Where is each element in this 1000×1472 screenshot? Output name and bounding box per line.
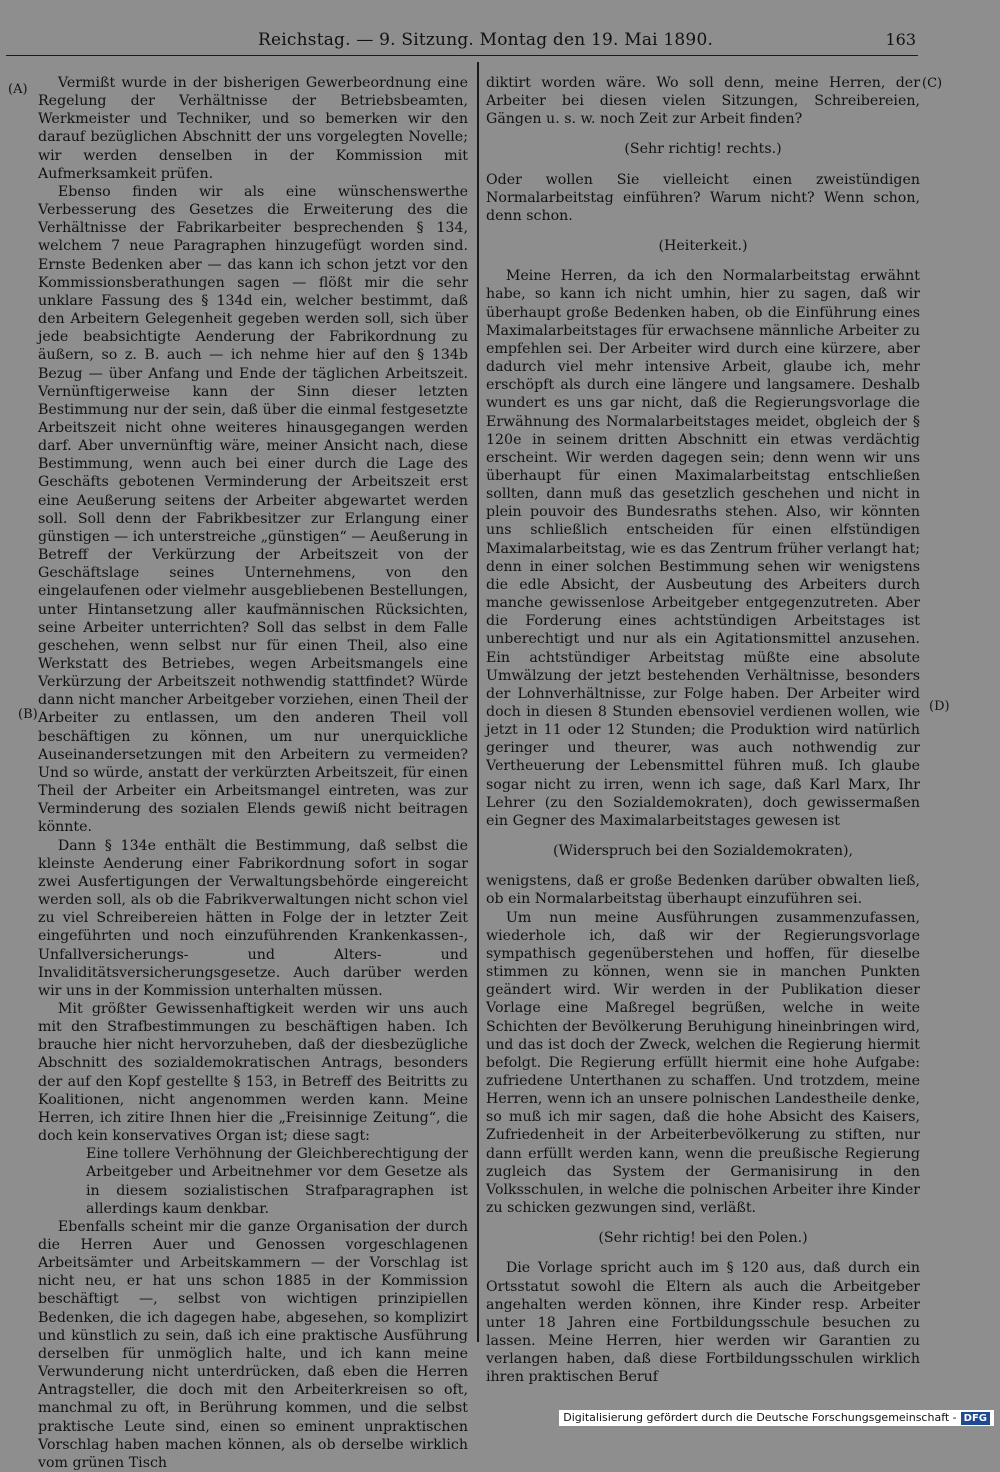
page-title: Reichstag. — 9. Sitzung. Montag den 19. Mai 1890. [258, 30, 714, 50]
dfg-credit-text: Digitalisierung gefördert durch die Deutsche Forschungsgemeinschaft - [563, 1411, 957, 1424]
margin-mark-c: (C) [922, 76, 943, 91]
quotation: Eine tollere Verhöhnung der Gleichberechtigung der Arbeitgeber und Arbeitnehmer vor dem Gesetze als in diesem sozialistischen Strafparagraphen ist allerdings kaum denkbar. [86, 1146, 468, 1217]
paragraph: Ebenfalls scheint mir die ganze Organisation der durch die Herren Auer und Genossen vorgeschlagenen Arbeitsämter und Arbeitskammern — der Vorschlag ist nicht neu, er hat uns schon 1885 in der Kommission beschäftigt —, selbst von wichtigen prinzipiellen Bedenken, die ich dagegen habe, abgesehen, so komplizirt und künstlich zu sein, daß ich eine praktische Ausführung derselben für unmöglich halte, und ich kann meine Verwunderung nicht unterdrücken, daß eben die Herren Antragsteller, die doch mit den Arbeiterkreisen so oft, manchmal zu oft, in Berührung kommen, und die selbst praktische Leute sind, einen so eminent unpraktischen Vorschlag haben machen können, als ob derselbe wirklich vom grünen Tisch [38, 1218, 468, 1471]
paragraph: wenigstens, daß er große Bedenken darüber obwalten ließ, ob ein Normalarbeitstag überhaupt einzuführen sei. [486, 873, 920, 908]
header-rule [6, 55, 918, 56]
paragraph: Die Vorlage spricht auch im § 120 aus, daß durch ein Ortsstatut sowohl die Eltern als auch die Arbeitgeber angehalten werden können, ihre Kinder resp. Arbeiter unter 18 Jahren eine Fortbildungsschule besuchen zu lassen. Meine Herren, hier werden wir Garantien zu verlangen haben, daß diese Fortbildungsschulen wirklich ihren praktischen Beruf [486, 1260, 920, 1386]
margin-mark-b: (B) [18, 707, 38, 722]
margin-mark-a: (A) [8, 82, 28, 97]
interjection: (Sehr richtig! bei den Polen.) [598, 1230, 808, 1247]
paragraph: diktirt worden wäre. Wo soll denn, meine Herren, der Arbeiter bei diesen vielen Sitzungen, Schreibereien, Gängen u. s. w. noch Zeit zur Arbeit finden? [486, 75, 920, 128]
margin-mark-d: (D) [929, 699, 950, 714]
interjection: (Heiterkeit.) [658, 238, 748, 255]
left-column [38, 74, 468, 1471]
paragraph: Vermißt wurde in der bisherigen Gewerbeordnung eine Regelung der Verhältnisse der Betriebsbeamten, Werkmeister und Techniker, und so bemerken wir den darauf bezüglichen Abschnitt der uns vorgelegten Novelle; wir werden denselben in der Kommission mit Aufmerksamkeit prüfen. [38, 75, 468, 182]
page-header [0, 28, 1000, 54]
right-column [486, 74, 920, 1386]
paragraph: Um nun meine Ausführungen zusammenzufassen, wiederhole ich, daß wir der Regierungsvorlage sympathisch gegenüberstehen und hoffen, für dieselbe stimmen zu können, wenn sie in manchen Punkten geändert wird. Wir werden in der Publikation dieser Vorlage eine Maßregel begrüßen, welche in weite Schichten der Bevölkerung Beruhigung hineinbringen wird, und das ist doch der Zweck, welchen die Regierung hiermit befolgt. Die Regierung erfüllt hiermit eine hohe Aufgabe: zufriedene Unterthanen zu schaffen. Und trotzdem, meine Herren, wenn ich an unsere polnischen Landestheile denke, so muß ich mir sagen, daß die hohe Absicht des Kaisers, Zufriedenheit in der Arbeiterbevölkerung zu stiften, nur dann erfüllt werden kann, wenn die preußische Regierung zugleich das System der Germanisirung in den Volksschulen, in welche die polnischen Arbeiter ihre Kinder zu schicken gezwungen sind, verläßt. [486, 909, 920, 1217]
paragraph: Meine Herren, da ich den Normalarbeitstag erwähnt habe, so kann ich nicht umhin, hier zu sagen, daß wir überhaupt große Bedenken haben, ob die Einführung eines Maximalarbeitstages für erwachsene männliche Arbeiter zu empfehlen sei. Der Arbeiter wird durch eine kürzere, aber dadurch viel mehr intensive Arbeit, glaube ich, mehr erschöpft als durch eine längere und langsamere. Deshalb wundert es uns gar nicht, daß die Regierungsvorlage die Erwähnung des Normalarbeitstages meidet, obgleich der § 120e in seinem dritten Abschnitt ein etwas verdächtig erscheint. Wir werden dagegen sein; denn wenn wir uns überhaupt für einen Maximalarbeitstag entschließen sollten, dann muß das gesetzlich geschehen und nicht in plein pouvoir des Bundesraths stehen. Also, wir könnten uns schließlich entscheiden für einen elfstündigen Maximalarbeitstag, wie es das Zentrum früher verlangt hat; denn in einer solchen Bestimmung sehen wir wenigstens die edle Absicht, der Ausbeutung des Arbeiters durch manche gewissenlose Arbeitgeber entgegenzutreten. Aber die Forderung eines achtstündigen Arbeitstages ist unberechtigt und nur als ein Agitationsmittel anzusehen. Ein achtstündiger Arbeitstag müßte eine absolute Umwälzung der jetzt bestehenden Verhältnisse, besonders der Lohnverhältnisse, zur Folge haben. Der Arbeiter wird doch in diesen 8 Stunden ebensoviel verdienen wollen, wie jetzt in 11 oder 12 Stunden; die Produktion wird natürlich geringer und theurer, was auch nothwendig zur Vertheuerung der Lebensmittel führen muß. Ich glaube sogar nicht zu irren, wenn ich sage, daß Karl Marx, Ihr Lehrer (zu den Sozialdemokraten), doch gewissermaßen ein Gegner des Maximalarbeitstages gewesen ist [486, 268, 920, 829]
column-divider [477, 62, 479, 1342]
interjection: (Sehr richtig! rechts.) [624, 141, 782, 158]
paragraph: Dann § 134e enthält die Bestimmung, daß selbst die kleinste Aenderung einer Fabrikordnung sofort in sogar zwei Ausfertigungen der Verwaltungsbehörde eingereicht werden soll, als ob die Fabrikverwaltungen nicht schon viel zu viel Schreibereien hätten in Folge der in letzter Zeit eingeführten und noch einzuführenden Krankenkassen-, Unfallversicherungs- und Alters- und Invaliditätsversicherungsgesetze. Auch darüber werden wir uns in der Kommission unterhalten müssen. [38, 837, 468, 999]
paragraph: Mit größter Gewissenhaftigkeit werden wir uns auch mit den Strafbestimmungen zu beschäftigen haben. Ich brauche hier nicht hervorzuheben, daß der diesbezügliche Abschnitt des sozialdemokratischen Antrags, besonders der auf den Kopf gestellte § 153, in Betreff des Beitritts zu Koalitionen, nicht angenommen werden kann. Meine Herren, ich zitire Ihnen hier die „Freisinnige Zeitung“, die doch kein konservatives Organ ist; diese sagt: [38, 1000, 468, 1145]
dfg-logo: DFG [961, 1412, 990, 1425]
page-number: 163 [885, 30, 916, 49]
paragraph: Oder wollen Sie vielleicht einen zweistündigen Normalarbeitstag einführen? Warum nicht? Wenn schon, denn schon. [486, 171, 920, 224]
paragraph: Ebenso finden wir als eine wünschenswerthe Verbesserung des Gesetzes die Erweiterung des die Verhältnisse der Fabrikarbeiter besprechenden § 134, welchem 7 neue Paragraphen hinzugefügt worden sind. Ernste Bedenken aber — das kann ich schon jetzt vor den Kommissionsberathungen sagen — flößt mir die sehr unklare Fassung des § 134d ein, welcher bestimmt, daß den Arbeitern Gelegenheit gegeben werden soll, sich über jede beabsichtigte Aenderung der Fabrikordnung zu äußern, so z. B. auch — ich nehme hier auf den § 134b Bezug — über Anfang und Ende der täglichen Arbeitszeit. Vernünftigerweise kann der Sinn dieser letzten Bestimmung nur der sein, daß über die einmal festgesetzte Arbeitszeit nicht ohne weiteres hinausgegangen werden darf. Aber unvernünftig wäre, meiner Ansicht nach, diese Bestimmung, wenn auch bei einer durch die Lage des Geschäfts gebotenen Verminderung der Arbeitszeit erst eine Aeußerung seitens der Arbeiter abgewartet werden soll. Soll denn der Fabrikbesitzer zur Erlangung einer günstigen — ich unterstreiche „günstigen“ — Aeußerung in Betreff der Verkürzung der Arbeitszeit von der Geschäftslage seines Unternehmens, von den eingelaufenen oder vielmehr ausgebliebenen Bestellungen, unter Hintansetzung aller kaufmännischen Rücksichten, seine Arbeiter unterrichten? Soll das selbst in dem Falle geschehen, wenn selbst nur für einen Theil, also eine Werkstatt des Betriebes, wegen Arbeitsmangels eine Verkürzung der Arbeitszeit nothwendig stattfindet? Würde dann nicht mancher Arbeitgeber vorziehen, einen Theil der Arbeiter zu entlassen, um den anderen Theil voll beschäftigen zu können, um nur unerquickliche Auseinandersetzungen mit den Arbeitern zu vermeiden? Und so würde, anstatt der verkürzten Arbeitszeit, für einen Theil der Arbeiter ein Arbeitsmangel eintreten, was zur Verminderung des sozialen Elends gewiß nicht beitragen könnte. [38, 183, 468, 836]
interjection: (Widerspruch bei den Sozialdemokraten), [552, 843, 854, 860]
dfg-credit-bar [559, 1410, 994, 1426]
